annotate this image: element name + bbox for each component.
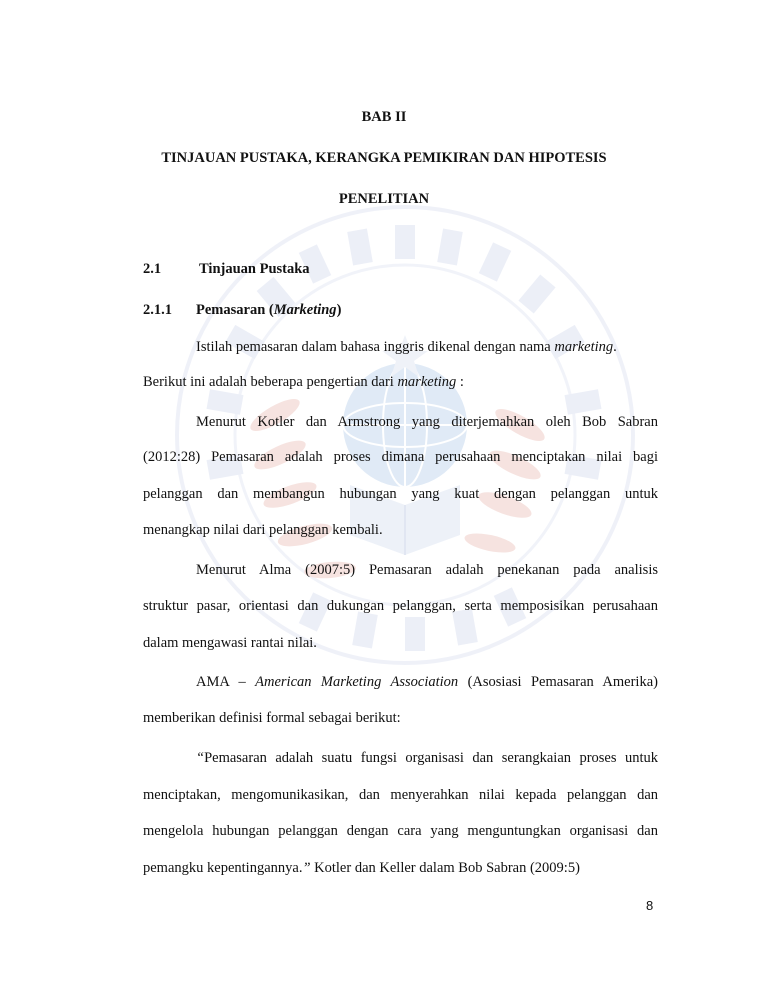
paragraph-1-line-1 [196,339,658,356]
paragraph-1-line-2 [143,374,658,391]
paragraph-5-line-2: menciptakan, mengomunikasikan, dan menyerahkan nilai kepada pelanggan dan [143,787,658,803]
paragraph-2-line-1: Menurut Kotler dan Armstrong yang diterjemahkan oleh Bob Sabran [196,414,658,430]
subsection-number: 2.1.1 [143,302,172,318]
page-number: 8 [646,898,654,913]
paragraph-2-line-3: pelanggan dan membangun hubungan yang kuat dengan pelanggan untuk [143,486,658,502]
p1-punct-2: : [456,374,464,390]
paragraph-5-line-3: mengelola hubungan pelanggan dengan cara yang menguntungkan organisasi dan [143,823,658,839]
subsection-title-close: ) [336,302,342,318]
p1-text: Istilah pemasaran dalam bahasa inggris dikenal dengan nama [196,339,555,355]
p1-text-2: Berikut ini adalah beberapa pengertian dari [143,374,398,390]
p4-italic: American Marketing Association [255,674,459,690]
subsection-title-italic: Marketing [273,302,337,318]
chapter-label: BAB II [361,109,407,125]
p5-text: Pemasaran adalah suatu fungsi organisasi dan serangkaian proses untuk [204,750,658,766]
chapter-title-line-1: TINJAUAN PUSTAKA, KERANGKA PEMIKIRAN DAN HIPOTESIS [161,150,607,166]
p5-close-quote: ” [302,860,311,876]
chapter-title-line-2: PENELITIAN [338,191,430,207]
paragraph-2-line-2: (2012:28) Pemasaran adalah proses dimana perusahaan menciptakan nilai bagi [143,449,658,465]
paragraph-3-line-1: Menurut Alma (2007:5) Pemasaran adalah penekanan pada analisis [196,562,658,578]
paragraph-3-line-3: dalam mengawasi rantai nilai. [143,635,317,651]
paragraph-2-line-4: menangkap nilai dari pelanggan kembali. [143,522,383,538]
paragraph-4-line-2: memberikan definisi formal sebagai berikut: [143,710,401,726]
paragraph-5-line-4 [143,860,658,877]
p5-text-4: pemangku kepentingannya. [143,860,303,876]
subsection-title-text: Pemasaran ( [196,302,274,318]
subsection-title [196,302,341,319]
section-number: 2.1 [143,261,162,277]
section-title: Tinjauan Pustaka [199,261,310,277]
p4-text-2: (Asosiasi Pemasaran Amerika) [458,674,658,690]
p5-citation: Kotler dan Keller dalam Bob Sabran (2009:5) [310,860,580,876]
p1-punct: . [613,339,617,355]
paragraph-5-line-1 [196,750,658,767]
p1-italic: marketing [554,339,614,355]
p1-italic-2: marketing [397,374,457,390]
p5-open-quote: “ [196,750,205,766]
paragraph-3-line-2: struktur pasar, orientasi dan dukungan pelanggan, serta memposisikan perusahaan [143,598,658,614]
p4-text: AMA – [196,674,256,690]
paragraph-4-line-1 [196,674,658,691]
